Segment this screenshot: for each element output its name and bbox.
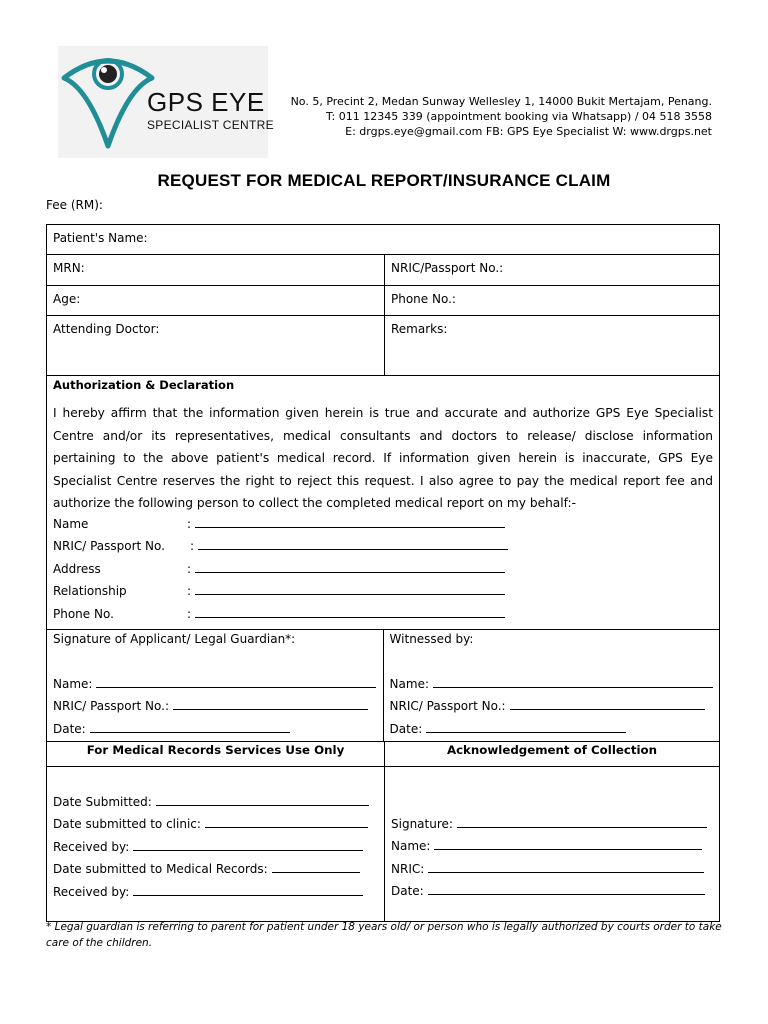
ack-name-label: Name: — [391, 839, 431, 853]
fee-label[interactable]: Fee (RM): — [46, 198, 103, 212]
witness-cell — [384, 630, 719, 741]
patient-name-label: Patient's Name: — [53, 231, 148, 245]
address-line: No. 5, Precint 2, Medan Sunway Wellesley 1, 14000 Bukit Mertajam, Penang. — [290, 95, 712, 108]
form-title: REQUEST FOR MEDICAL REPORT/INSURANCE CLAIM — [157, 171, 611, 190]
date-to-records-blank[interactable] — [272, 860, 360, 873]
received-by-2-blank[interactable] — [133, 883, 363, 896]
acknowledgement-cell — [385, 767, 719, 921]
date-submitted-line[interactable] — [53, 786, 378, 809]
ack-date-line[interactable] — [391, 876, 713, 899]
patient-name-row — [47, 225, 719, 255]
mrn-field[interactable] — [47, 255, 385, 285]
ack-signature-line[interactable] — [391, 808, 713, 831]
request-form — [46, 224, 720, 922]
colon: : — [187, 584, 192, 598]
colon: : — [190, 539, 195, 553]
received-by-2-line[interactable] — [53, 876, 378, 899]
applicant-name-blank[interactable] — [96, 675, 376, 688]
logo-title: GPS EYE — [147, 87, 265, 117]
collector-relationship-blank[interactable] — [195, 582, 505, 595]
witness-nric-blank[interactable] — [510, 697, 705, 710]
applicant-nric-label: NRIC/ Passport No.: — [53, 699, 170, 713]
applicant-date-line[interactable] — [53, 713, 377, 736]
acknowledgement-heading: Acknowledgement of Collection — [446, 743, 658, 757]
collector-nric-blank[interactable] — [198, 537, 508, 550]
records-cell — [47, 767, 385, 921]
nric-label: NRIC/Passport No.: — [391, 261, 504, 275]
witness-name-label: Name: — [389, 676, 429, 691]
records-body-row — [47, 767, 719, 921]
nric-field[interactable] — [385, 255, 719, 285]
logo-subtitle: SPECIALIST CENTRE — [147, 118, 274, 132]
authorization-text: I hereby affirm that the information given herein is true and accurate and authorize GPS Eye Specialist Centre and/or its representatives, medical consultants and doctors to release/ disclose information pertaining to the above patient's medical record. If information given herein is inaccurate, GPS Eye Specialist Centre reserves the right to reject this request. I also agree to pay the medical report fee and authorize the following person to collect the completed medical report on my behalf:- — [53, 406, 713, 510]
date-to-clinic-label: Date submitted to clinic: — [53, 817, 201, 831]
applicant-name-line[interactable] — [53, 668, 377, 691]
date-to-records-line[interactable] — [53, 854, 378, 877]
witness-label[interactable]: Witnessed by: — [389, 632, 474, 646]
collector-phone-label: Phone No. — [53, 606, 114, 621]
collector-relationship-label: Relationship — [53, 584, 127, 598]
ack-signature-blank[interactable] — [457, 815, 707, 828]
received-by-1-line[interactable] — [53, 831, 378, 854]
remarks-field[interactable] — [385, 316, 719, 375]
collector-relationship-line[interactable] — [53, 582, 713, 605]
witness-name-line[interactable] — [390, 668, 713, 691]
collector-address-line[interactable] — [53, 560, 713, 583]
date-submitted-blank[interactable] — [156, 793, 369, 806]
witness-date-blank[interactable] — [426, 720, 626, 733]
witness-nric-label: NRIC/ Passport No.: — [389, 699, 506, 713]
ack-nric-line[interactable] — [391, 853, 713, 876]
remarks-label: Remarks: — [391, 322, 448, 336]
received-by-2-label: Received by: — [53, 884, 130, 899]
witness-nric-line[interactable] — [390, 691, 713, 714]
collector-name-label: Name — [53, 516, 89, 531]
collector-phone-blank[interactable] — [195, 605, 505, 618]
received-by-1-label: Received by: — [53, 839, 130, 854]
date-to-clinic-blank[interactable] — [205, 815, 368, 828]
doctor-field[interactable] — [47, 316, 385, 375]
signature-row — [47, 630, 719, 742]
applicant-date-label: Date: — [53, 721, 86, 736]
email-web-line: E: drgps.eye@gmail.com FB: GPS Eye Specialist W: www.drgps.net — [345, 125, 712, 138]
date-to-records-label: Date submitted to Medical Records: — [53, 862, 268, 876]
mrn-row — [47, 255, 719, 286]
ack-date-label: Date: — [391, 884, 424, 898]
colon: : — [187, 561, 192, 576]
ack-name-blank[interactable] — [434, 837, 702, 850]
applicant-signature-label[interactable]: Signature of Applicant/ Legal Guardian*: — [53, 632, 296, 646]
ack-signature-label: Signature: — [391, 816, 453, 831]
collector-name-blank[interactable] — [195, 515, 505, 528]
collector-address-label: Address — [53, 561, 101, 576]
witness-name-blank[interactable] — [433, 675, 713, 688]
collector-nric-label: NRIC/ Passport No. — [53, 539, 165, 553]
collector-address-blank[interactable] — [195, 560, 505, 573]
doctor-row — [47, 316, 719, 376]
witness-date-label: Date: — [389, 721, 423, 736]
witness-date-line[interactable] — [390, 713, 713, 736]
ack-name-line[interactable] — [391, 831, 713, 854]
records-heading-row — [47, 742, 719, 767]
ack-date-blank[interactable] — [428, 882, 705, 895]
received-by-1-blank[interactable] — [133, 838, 363, 851]
age-field[interactable] — [47, 286, 385, 315]
patient-name-field[interactable] — [47, 225, 719, 254]
applicant-date-blank[interactable] — [90, 720, 290, 733]
phone-field[interactable] — [385, 286, 719, 315]
legal-guardian-footnote: * Legal guardian is referring to parent for patient under 18 years old/ or person who is legally authorized by courts order to take care of the children. — [46, 921, 722, 949]
applicant-signature-cell — [47, 630, 384, 741]
authorization-heading: Authorization & Declaration — [53, 378, 235, 392]
applicant-nric-blank[interactable] — [173, 697, 368, 710]
date-submitted-label: Date Submitted: — [53, 794, 152, 809]
colon: : — [187, 516, 192, 531]
phone-label: Phone No.: — [391, 292, 456, 306]
authorization-row — [47, 376, 719, 630]
collector-name-line[interactable] — [53, 515, 713, 538]
collector-phone-line[interactable] — [53, 605, 713, 628]
records-use-heading: For Medical Records Services Use Only — [47, 742, 385, 766]
ack-nric-blank[interactable] — [428, 860, 704, 873]
date-to-clinic-line[interactable] — [53, 809, 378, 832]
applicant-name-label: Name: — [53, 676, 93, 691]
collector-nric-line[interactable] — [53, 537, 713, 560]
ack-nric-label: NRIC: — [391, 861, 425, 876]
mrn-label: MRN: — [53, 261, 85, 275]
applicant-nric-line[interactable] — [53, 691, 377, 714]
contact-block — [291, 94, 712, 139]
colon: : — [187, 606, 192, 621]
doctor-label: Attending Doctor: — [53, 322, 160, 336]
age-row — [47, 286, 719, 316]
phone-line: T: 011 12345 339 (appointment booking via Whatsapp) / 04 518 3558 — [326, 110, 712, 123]
age-label: Age: — [53, 292, 81, 306]
